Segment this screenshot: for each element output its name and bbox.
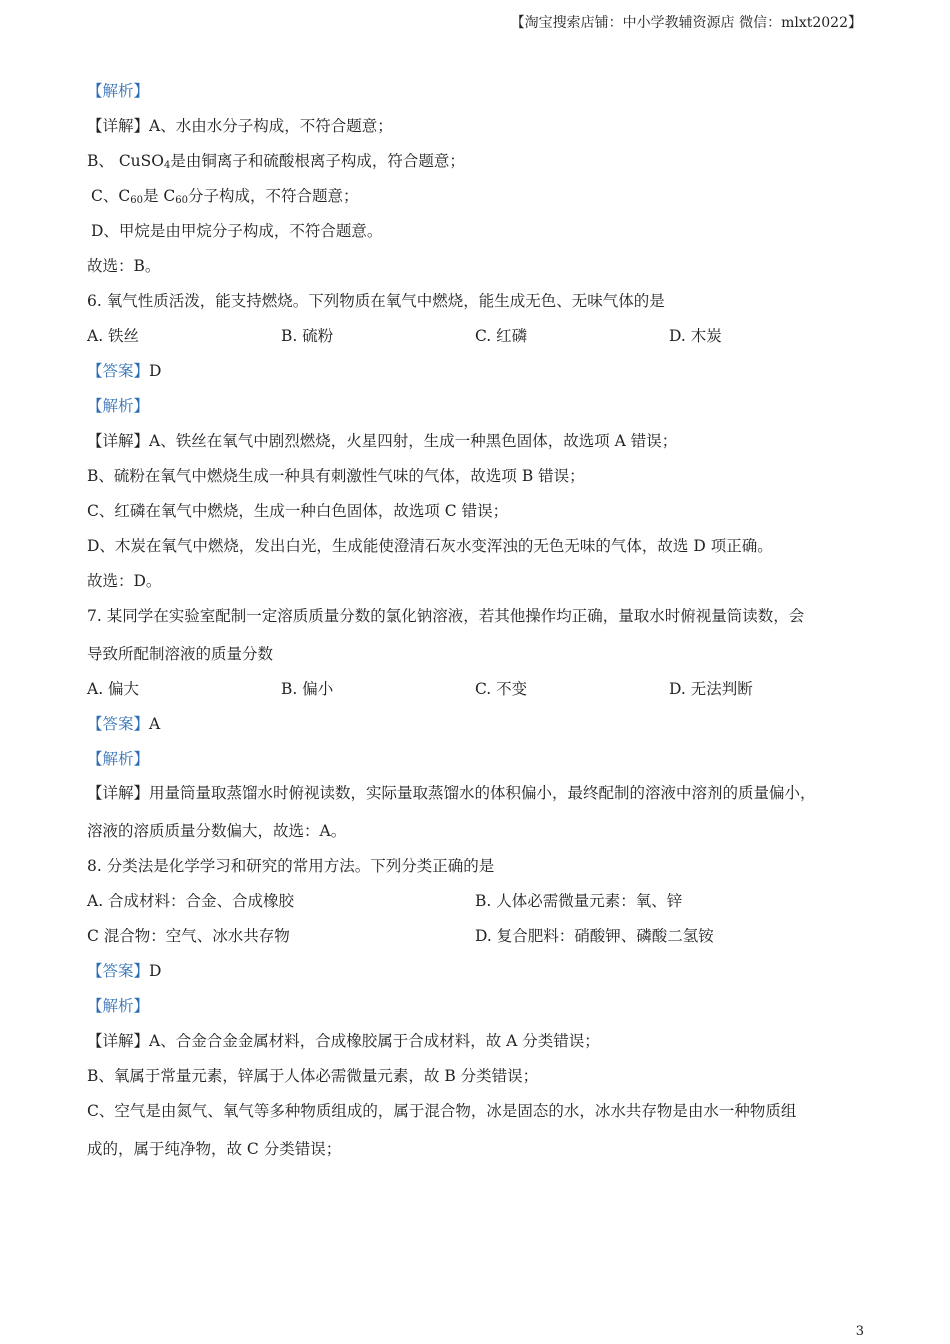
q7-detail-line1 <box>87 783 816 803</box>
q7-option-c: C. 不变 <box>475 680 528 698</box>
q7-option-d: D. 无法判断 <box>669 680 753 698</box>
q8-detail-a-text: A、合金合金金属材料，合成橡胶属于合成材料，故 A 分类错误； <box>149 1032 600 1050</box>
q6-option-a: A. 铁丝 <box>87 327 140 345</box>
analysis-tag: 【解析】 <box>87 82 150 100</box>
q7-option-a: A. 偏大 <box>87 680 140 698</box>
analysis-label-q8 <box>87 996 149 1016</box>
q6-option-d: D. 木炭 <box>669 327 722 345</box>
page-header: 【淘宝搜索店铺：中小学教辅资源店 微信：mlxt2022】 <box>510 15 862 31</box>
q8-answer <box>87 961 161 981</box>
q8-option-a: A. 合成材料：合金、合成橡胶 <box>87 892 295 910</box>
analysis-label-q5 <box>87 81 149 101</box>
q8-detail-b: B、氧属于常量元素，锌属于人体必需微量元素，故 B 分类错误； <box>87 1067 539 1085</box>
q6-answer-value: D <box>149 362 162 380</box>
q7-stem-line1: 7. 某同学在实验室配制一定溶质质量分数的氯化钠溶液，若其他操作均正确，量取水时俯视量筒读数，会 <box>87 607 805 625</box>
q5-detail-d: D、甲烷是由甲烷分子构成，不符合题意。 <box>91 222 383 240</box>
analysis-tag: 【解析】 <box>87 750 150 768</box>
q6-detail-a-text: A、铁丝在氧气中剧烈燃烧，火星四射，生成一种黑色固体，故选项 A 错误； <box>149 432 678 450</box>
q7-stem-line2: 导致所配制溶液的质量分数 <box>87 645 274 663</box>
page-number: 3 <box>855 1324 864 1339</box>
q5-detail-b-post: 是由铜离子和硫酸根离子构成，符合题意； <box>170 152 465 170</box>
q6-detail-a <box>87 431 677 451</box>
q7-answer <box>87 714 160 734</box>
q6-stem: 6. 氧气性质活泼，能支持燃烧。下列物质在氧气中燃烧，能生成无色、无味气体的是 <box>87 292 665 310</box>
q5-detail-b <box>87 151 465 176</box>
detail-tag: 【详解】 <box>87 1032 150 1050</box>
q8-option-b: B. 人体必需微量元素：氧、锌 <box>475 892 683 910</box>
q8-option-c: C 混合物：空气、冰水共存物 <box>87 927 290 945</box>
answer-tag: 【答案】 <box>87 962 150 980</box>
q7-detail-line1-text: 用量筒量取蒸馏水时俯视读数，实际量取蒸馏水的体积偏小，最终配制的溶液中溶剂的质量偏小， <box>149 784 816 802</box>
q6-choice: 故选：D。 <box>87 572 162 590</box>
q5-detail-c-mid: 是 C <box>142 187 176 205</box>
q8-detail-c-line1: C、空气是由氮气、氧气等多种物质组成的，属于混合物，冰是固态的水，冰水共存物是由水一种物质组 <box>87 1102 797 1120</box>
q7-option-b: B. 偏小 <box>281 680 334 698</box>
detail-tag: 【详解】 <box>87 784 150 802</box>
q6-detail-b: B、硫粉在氧气中燃烧生成一种具有刺激性气味的气体，故选项 B 错误； <box>87 467 585 485</box>
analysis-tag: 【解析】 <box>87 397 150 415</box>
analysis-tag: 【解析】 <box>87 997 150 1015</box>
q6-option-b: B. 硫粉 <box>281 327 334 345</box>
analysis-label-q7 <box>87 749 149 769</box>
q5-detail-b-pre: B、 CuSO <box>87 152 164 170</box>
q5-detail-c-pre: C、C <box>91 187 131 205</box>
q6-answer <box>87 361 161 381</box>
analysis-label-q6 <box>87 396 149 416</box>
q8-detail-c-line2: 成的，属于纯净物，故 C 分类错误； <box>87 1140 342 1158</box>
q6-option-c: C. 红磷 <box>475 327 528 345</box>
q5-detail-b-sub: 4 <box>164 160 171 171</box>
q5-detail-a-text: A、水由水分子构成，不符合题意； <box>149 117 393 135</box>
detail-tag: 【详解】 <box>87 117 150 135</box>
q8-answer-value: D <box>149 962 162 980</box>
q6-detail-d: D、木炭在氧气中燃烧，发出白光，生成能使澄清石灰水变浑浊的无色无味的气体，故选 D 项正确。 <box>87 537 773 555</box>
q7-detail-line2: 溶液的溶质质量分数偏大，故选：A。 <box>87 822 347 840</box>
q5-detail-c-sub2: 60 <box>175 195 188 206</box>
q5-detail-c <box>91 186 359 211</box>
q6-detail-c: C、红磷在氧气中燃烧，生成一种白色固体，故选项 C 错误； <box>87 502 509 520</box>
q5-detail-c-sub1: 60 <box>130 195 143 206</box>
q8-stem: 8. 分类法是化学学习和研究的常用方法。下列分类正确的是 <box>87 857 495 875</box>
answer-tag: 【答案】 <box>87 715 150 733</box>
answer-tag: 【答案】 <box>87 362 150 380</box>
q7-answer-value: A <box>149 715 161 733</box>
q5-detail-c-post: 分子构成，不符合题意； <box>188 187 359 205</box>
q8-detail-a <box>87 1031 600 1051</box>
q5-detail-a <box>87 116 393 136</box>
q5-choice: 故选：B。 <box>87 257 161 275</box>
detail-tag: 【详解】 <box>87 432 150 450</box>
q8-option-d: D. 复合肥料：硝酸钾、磷酸二氢铵 <box>475 927 714 945</box>
